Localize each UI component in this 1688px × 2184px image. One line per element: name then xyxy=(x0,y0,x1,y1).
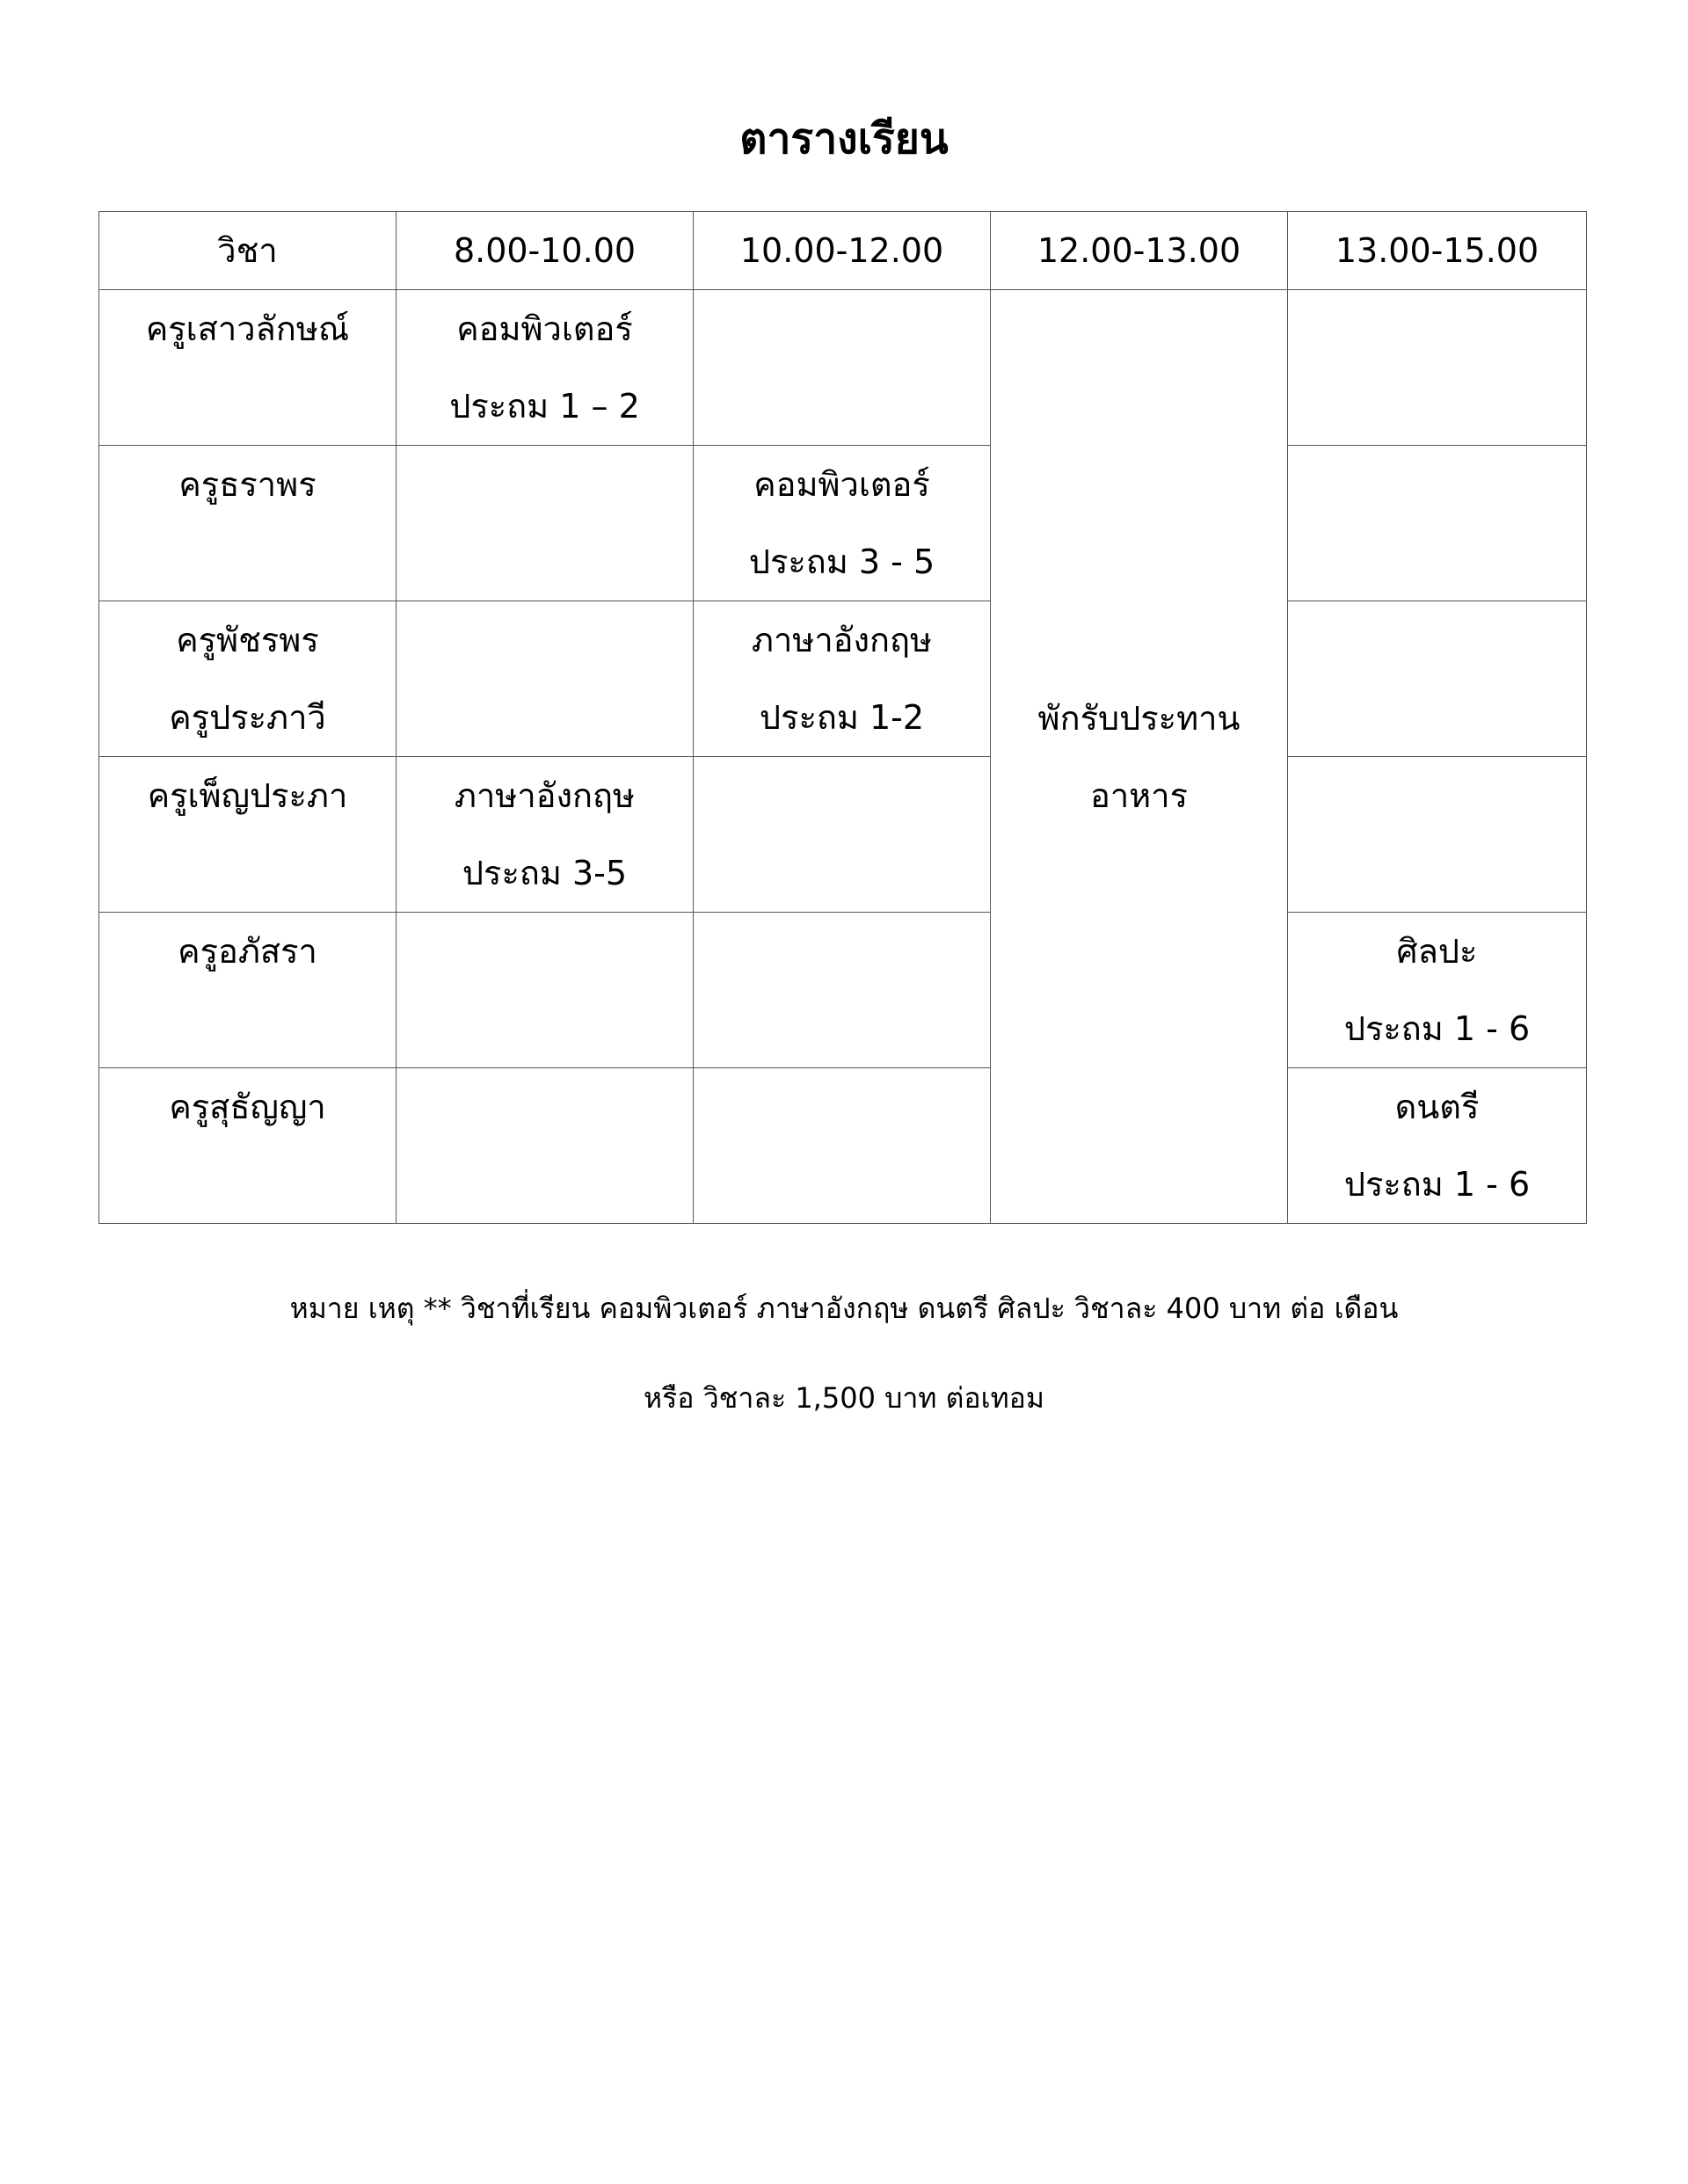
teacher-cell xyxy=(99,757,397,913)
teacher-name: ครูเสาวลักษณ์ xyxy=(145,309,350,348)
subject-name: ดนตรี xyxy=(1394,1088,1480,1126)
grade-level: ประถม 3-5 xyxy=(462,854,628,892)
slot-13-15-cell xyxy=(1288,446,1587,601)
slot-13-15-cell xyxy=(1288,290,1587,446)
header-slot-8-10: 8.00-10.00 xyxy=(397,212,694,290)
slot-8-10-cell xyxy=(397,913,694,1068)
grade-level: ประถม 1 – 2 xyxy=(449,387,640,426)
header-subject: วิชา xyxy=(99,212,397,290)
fee-note: หมาย เหตุ ** วิชาที่เรียน คอมพิวเตอร์ ภาษาอังกฤษ ดนตรี ศิลปะ วิชาละ 400 บาท ต่อ เดือน xyxy=(289,1292,1399,1325)
header-slot-12-13: 12.00-13.00 xyxy=(991,212,1288,290)
teacher-cell xyxy=(99,290,397,446)
table-header-row xyxy=(99,212,1587,290)
teacher-cell xyxy=(99,1068,397,1224)
grade-level: ประถม 1-2 xyxy=(759,698,925,737)
teacher-cell xyxy=(99,601,397,757)
slot-10-12-cell xyxy=(694,601,991,757)
subject-name: ภาษาอังกฤษ xyxy=(454,776,636,815)
grade-level: ประถม 3 - 5 xyxy=(748,542,935,581)
slot-10-12-cell xyxy=(694,913,991,1068)
header-slot-13-15: 13.00-15.00 xyxy=(1288,212,1587,290)
slot-8-10-cell xyxy=(397,446,694,601)
fee-note-term: หรือ วิชาละ 1,500 บาท ต่อเทอม xyxy=(644,1381,1044,1415)
teacher-name: ครูประภาวี xyxy=(169,698,326,737)
table-row xyxy=(99,1068,1587,1224)
lunch-label: พักรับประทาน xyxy=(1037,698,1241,738)
slot-13-15-cell xyxy=(1288,1068,1587,1224)
teacher-name: ครูเพ็ญประภา xyxy=(147,776,348,815)
teacher-cell xyxy=(99,913,397,1068)
slot-10-12-cell xyxy=(694,757,991,913)
table-row xyxy=(99,757,1587,913)
slot-13-15-cell xyxy=(1288,913,1587,1068)
slot-10-12-cell xyxy=(694,290,991,446)
slot-10-12-cell xyxy=(694,446,991,601)
slot-8-10-cell xyxy=(397,601,694,757)
header-slot-10-12: 10.00-12.00 xyxy=(694,212,991,290)
table-row xyxy=(99,446,1587,601)
subject-name: คอมพิวเตอร์ xyxy=(753,465,930,504)
table-row xyxy=(99,601,1587,757)
schedule-table xyxy=(98,211,1587,1224)
slot-13-15-cell xyxy=(1288,757,1587,913)
subject-name: คอมพิวเตอร์ xyxy=(456,309,633,348)
slot-8-10-cell xyxy=(397,1068,694,1224)
subject-name: ศิลปะ xyxy=(1396,932,1478,971)
teacher-name: ครูพัชรพร xyxy=(176,621,319,659)
slot-8-10-cell xyxy=(397,290,694,446)
lunch-break-cell xyxy=(991,290,1288,1224)
subject-name: ภาษาอังกฤษ xyxy=(751,621,933,659)
page-title: ตารางเรียน xyxy=(739,114,949,164)
slot-10-12-cell xyxy=(694,1068,991,1224)
teacher-name: ครูธราพร xyxy=(178,465,316,504)
teacher-cell xyxy=(99,446,397,601)
slot-8-10-cell xyxy=(397,757,694,913)
slot-13-15-cell xyxy=(1288,601,1587,757)
teacher-name: ครูอภัสรา xyxy=(178,932,317,971)
grade-level: ประถม 1 - 6 xyxy=(1343,1165,1531,1204)
table-row xyxy=(99,290,1587,446)
grade-level: ประถม 1 - 6 xyxy=(1343,1009,1531,1048)
teacher-name: ครูสุธัญญา xyxy=(169,1088,326,1126)
lunch-label: อาหาร xyxy=(1090,775,1188,815)
table-row xyxy=(99,913,1587,1068)
